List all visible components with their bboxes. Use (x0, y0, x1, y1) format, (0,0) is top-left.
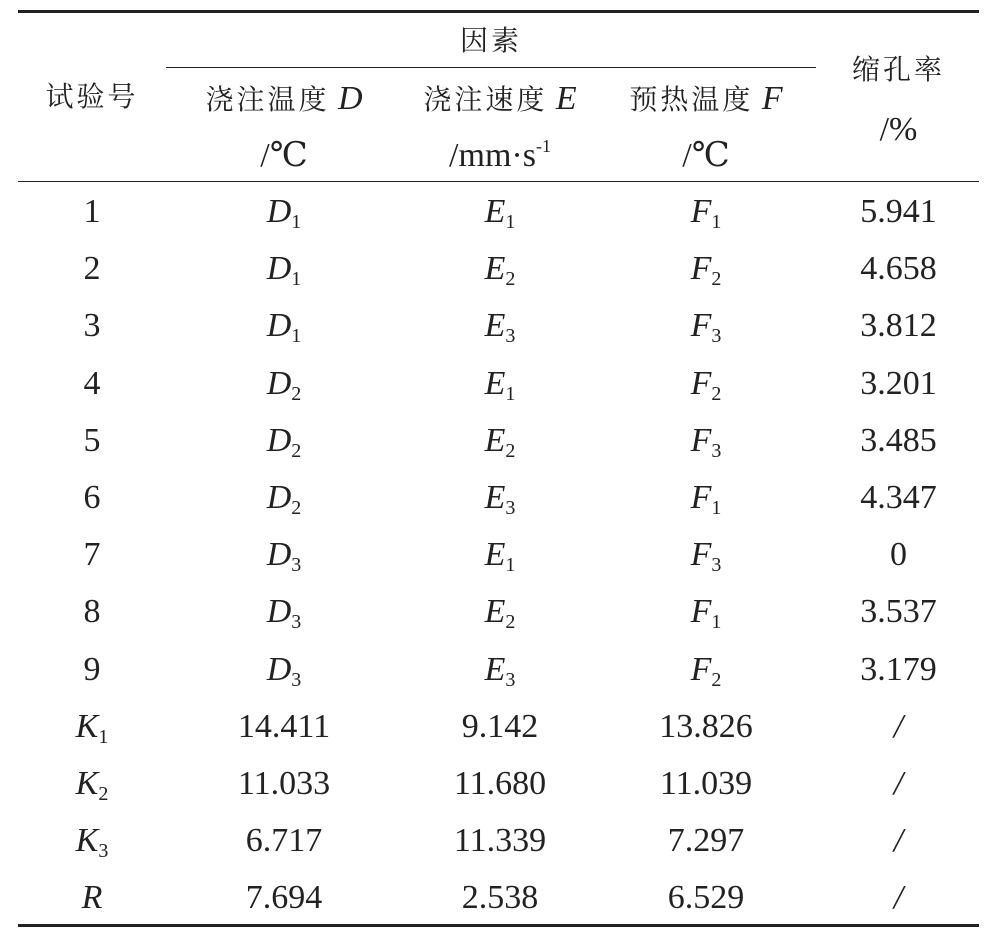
pouring-speed-level: $E_2$ (484, 421, 516, 462)
pouring-temperature-level: $D_3$ (266, 536, 302, 577)
trial-number-cell: 9 (83, 650, 101, 688)
trial-number-cell: 2 (83, 250, 101, 288)
shrinkage-rate-value: 4.347 (860, 479, 937, 516)
shrinkage-rate-summary: / (893, 765, 904, 802)
preheat-temperature-level: $F_3$ (690, 421, 722, 462)
trial-number-cell: 6 (83, 479, 101, 516)
preheat-temperature-level: $F_3$ (690, 307, 722, 348)
trial-number-cell: 4 (83, 364, 101, 402)
preheat-temperature-level: $F_3$ (690, 536, 722, 577)
preheat-temperature-level: $F_1$ (690, 593, 722, 634)
pouring-speed-header (394, 79, 606, 120)
pouring-temperature-level: $D_1$ (266, 307, 302, 348)
shrinkage-rate-value: 5.941 (860, 193, 937, 230)
preheat-temperature-level: $F_1$ (690, 193, 722, 233)
pouring-speed-level: $E_1$ (484, 536, 516, 577)
preheat-temperature-summary: 7.297 (667, 822, 745, 860)
preheat-temperature-level: $F_2$ (690, 650, 722, 691)
pouring-speed-level: $E_2$ (484, 250, 516, 291)
pouring-speed-summary: 9.142 (461, 707, 539, 745)
summary-row-label: $K_2$ (75, 765, 109, 805)
shrinkage-rate-summary: / (893, 707, 904, 745)
pouring-speed-label: 浇注速度 (423, 83, 548, 116)
pouring-temperature-summary: 14.411 (237, 707, 331, 745)
trial-number-cell: 1 (83, 193, 101, 230)
trial-number-cell: 3 (83, 307, 101, 345)
pouring-temperature-level: $D_1$ (266, 193, 302, 233)
shrinkage-rate-value: 4.658 (860, 250, 937, 288)
shrinkage-rate-unit: /% (879, 111, 918, 148)
factor-group-header: 因素 (459, 24, 522, 57)
shrinkage-rate-value: 0 (890, 536, 907, 574)
pouring-temperature-level: $D_2$ (266, 479, 302, 519)
shrinkage-rate-value: 3.812 (860, 307, 937, 345)
pouring-temperature-unit: /℃ (260, 137, 308, 174)
pouring-temperature-label: 浇注温度 (205, 83, 330, 116)
shrinkage-rate-value: 3.201 (860, 364, 937, 402)
trial-number-header: 试验号 (45, 80, 139, 113)
pouring-temperature-summary: 11.033 (237, 765, 331, 802)
preheat-temperature-summary: 6.529 (667, 879, 745, 917)
summary-row-label: $K_1$ (75, 707, 109, 748)
pouring-temperature-level: $D_3$ (266, 650, 302, 691)
preheat-temperature-label: 预热温度 (629, 83, 754, 116)
preheat-temperature-level: $F_2$ (690, 364, 722, 405)
header-bottom-rule (18, 181, 979, 182)
preheat-temperature-summary: 11.039 (659, 765, 753, 802)
pouring-speed-level: $E_1$ (484, 364, 516, 405)
preheat-temperature-level: $F_2$ (690, 250, 722, 291)
pouring-speed-level: $E_3$ (484, 479, 516, 519)
pouring-speed-summary: 11.339 (453, 822, 547, 860)
summary-row-label: $K_3$ (75, 822, 109, 863)
shrinkage-rate-value: 3.179 (860, 650, 937, 688)
shrinkage-rate-value: 3.485 (860, 421, 937, 459)
pouring-speed-level: $E_1$ (484, 193, 516, 233)
preheat-temperature-summary: 13.826 (659, 707, 753, 745)
summary-row-label: R (81, 879, 103, 917)
trial-number-cell: 7 (83, 536, 101, 574)
pouring-speed-level: $E_2$ (484, 593, 516, 634)
shrinkage-rate-value: 3.537 (860, 593, 937, 631)
pouring-temperature-summary: 6.717 (245, 822, 323, 860)
pouring-temperature-summary: 7.694 (245, 879, 323, 917)
pouring-speed-unit-exponent: -1 (535, 136, 551, 156)
pouring-speed-summary: 11.680 (453, 765, 547, 802)
preheat-temperature-header (606, 79, 806, 120)
pouring-speed-unit (394, 136, 606, 176)
trial-number-cell: 8 (83, 593, 101, 631)
pouring-speed-summary: 2.538 (461, 879, 539, 917)
preheat-temperature-symbol: F (761, 80, 783, 117)
shrinkage-rate-summary: / (893, 822, 904, 860)
pouring-speed-symbol: E (555, 80, 577, 117)
shrinkage-rate-header: 缩孔率 (851, 53, 945, 86)
preheat-temperature-level: $F_1$ (690, 479, 722, 519)
shrinkage-rate-summary: / (893, 879, 904, 917)
pouring-speed-level: $E_3$ (484, 650, 516, 691)
pouring-temperature-level: $D_2$ (266, 421, 302, 462)
pouring-speed-level: $E_3$ (484, 307, 516, 348)
pouring-speed-unit-base: /mm·s (449, 137, 536, 174)
preheat-temperature-unit: /℃ (682, 137, 730, 174)
factor-group-underline (166, 67, 816, 68)
pouring-temperature-level: $D_3$ (266, 593, 302, 634)
pouring-temperature-header (174, 79, 394, 120)
table-bottom-rule (18, 924, 979, 927)
pouring-temperature-symbol: D (337, 80, 363, 117)
trial-number-cell: 5 (83, 421, 101, 459)
pouring-temperature-level: $D_1$ (266, 250, 302, 291)
table-top-rule (18, 10, 979, 13)
pouring-temperature-level: $D_2$ (266, 364, 302, 405)
